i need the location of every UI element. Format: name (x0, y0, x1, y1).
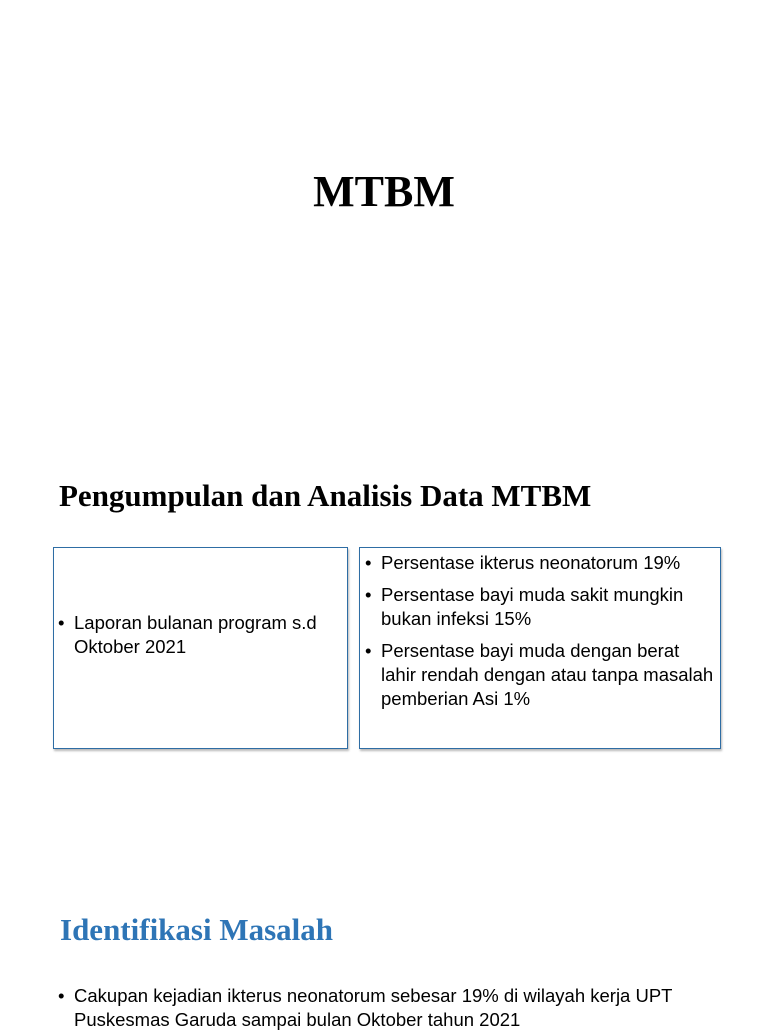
data-source-box (53, 547, 348, 749)
list-item: • Persentase ikterus neonatorum 19% (361, 551, 716, 575)
section-title-data-analysis: Pengumpulan dan Analisis Data MTBM (59, 478, 592, 513)
problem-list (54, 984, 754, 1032)
data-findings-list (361, 551, 716, 711)
data-findings-box (359, 547, 721, 749)
slide-title-mtbm: MTBM (313, 167, 455, 216)
problem-list-container (54, 984, 754, 1032)
section-title-problem-identification: Identifikasi Masalah (60, 912, 334, 947)
list-item: • Persentase bayi muda dengan berat lahir rendah dengan atau tanpa masalah pemberian Asi 1% (361, 639, 716, 711)
list-item: • Laporan bulanan program s.d Oktober 2021 (54, 611, 344, 659)
list-item: • Persentase bayi muda sakit mungkin bukan infeksi 15% (361, 583, 716, 631)
list-item: • Cakupan kejadian ikterus neonatorum sebesar 19% di wilayah kerja UPT Puskesmas Garuda sampai bulan Oktober tahun 2021 (54, 984, 754, 1032)
data-source-list (54, 611, 344, 667)
